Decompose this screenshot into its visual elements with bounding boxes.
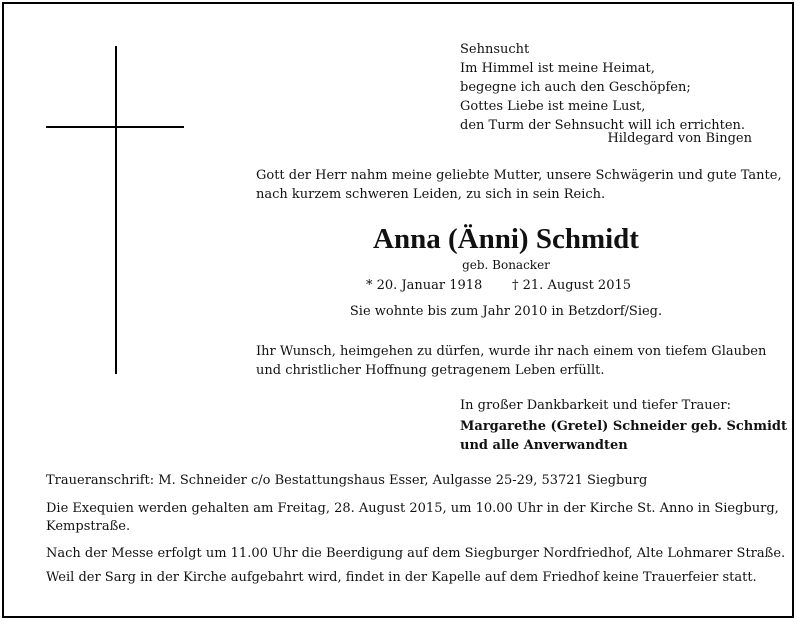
intro-line: nach kurzem schweren Leiden, zu sich in sein Reich. xyxy=(256,187,606,202)
poem-line: begegne ich auch den Geschöpfen; xyxy=(460,80,691,95)
poem-line: Gottes Liebe ist meine Lust, xyxy=(460,99,646,114)
mourner-line: Margarethe (Gretel) Schneider geb. Schmidt xyxy=(460,419,788,434)
mourner-line: und alle Anverwandten xyxy=(460,438,628,453)
wish-text xyxy=(256,342,766,380)
poem-author: Hildegard von Bingen xyxy=(607,131,752,146)
cross-horizontal-bar xyxy=(46,126,184,128)
poem-line: Im Himmel ist meine Heimat, xyxy=(460,61,655,76)
maiden-name: geb. Bonacker xyxy=(462,258,550,272)
deceased-name: Anna (Änni) Schmidt xyxy=(373,223,639,255)
intro-line: Gott der Herr nahm meine geliebte Mutter, unsere Schwägerin und gute Tante, xyxy=(256,168,782,183)
death-date: † 21. August 2015 xyxy=(512,278,632,293)
intro-text xyxy=(256,166,782,204)
exequien-line: Kempstraße. xyxy=(46,519,131,534)
burial-info: Nach der Messe erfolgt um 11.00 Uhr die Beerdigung auf dem Siegburger Nordfriedhof, Alte Lohmarer Straße. xyxy=(46,546,786,561)
poem xyxy=(460,40,745,135)
poem-title: Sehnsucht xyxy=(460,42,530,57)
exequien-line: Die Exequien werden gehalten am Freitag, 28. August 2015, um 10.00 Uhr in der Kirche St. Anno in Siegburg, xyxy=(46,501,779,516)
thanks-line: In großer Dankbarkeit und tiefer Trauer: xyxy=(460,398,731,413)
mourning-address: Traueranschrift: M. Schneider c/o Bestattungshaus Esser, Aulgasse 25-29, 53721 Siegburg xyxy=(46,473,648,488)
wish-line: Ihr Wunsch, heimgehen zu dürfen, wurde ihr nach einem von tiefem Glauben xyxy=(256,344,767,359)
wish-line: und christlicher Hoffnung getragenem Leben erfüllt. xyxy=(256,363,605,378)
cross-vertical-bar xyxy=(115,46,117,374)
mourners xyxy=(460,417,787,455)
birth-date: * 20. Januar 1918 xyxy=(366,278,483,293)
poem-line: den Turm der Sehnsucht will ich errichten. xyxy=(460,118,746,133)
residence-note: Sie wohnte bis zum Jahr 2010 in Betzdorf/Sieg. xyxy=(349,304,663,319)
coffin-note: Weil der Sarg in der Kirche aufgebahrt wird, findet in der Kapelle auf dem Friedhof keine Trauerfeier statt. xyxy=(46,570,757,585)
